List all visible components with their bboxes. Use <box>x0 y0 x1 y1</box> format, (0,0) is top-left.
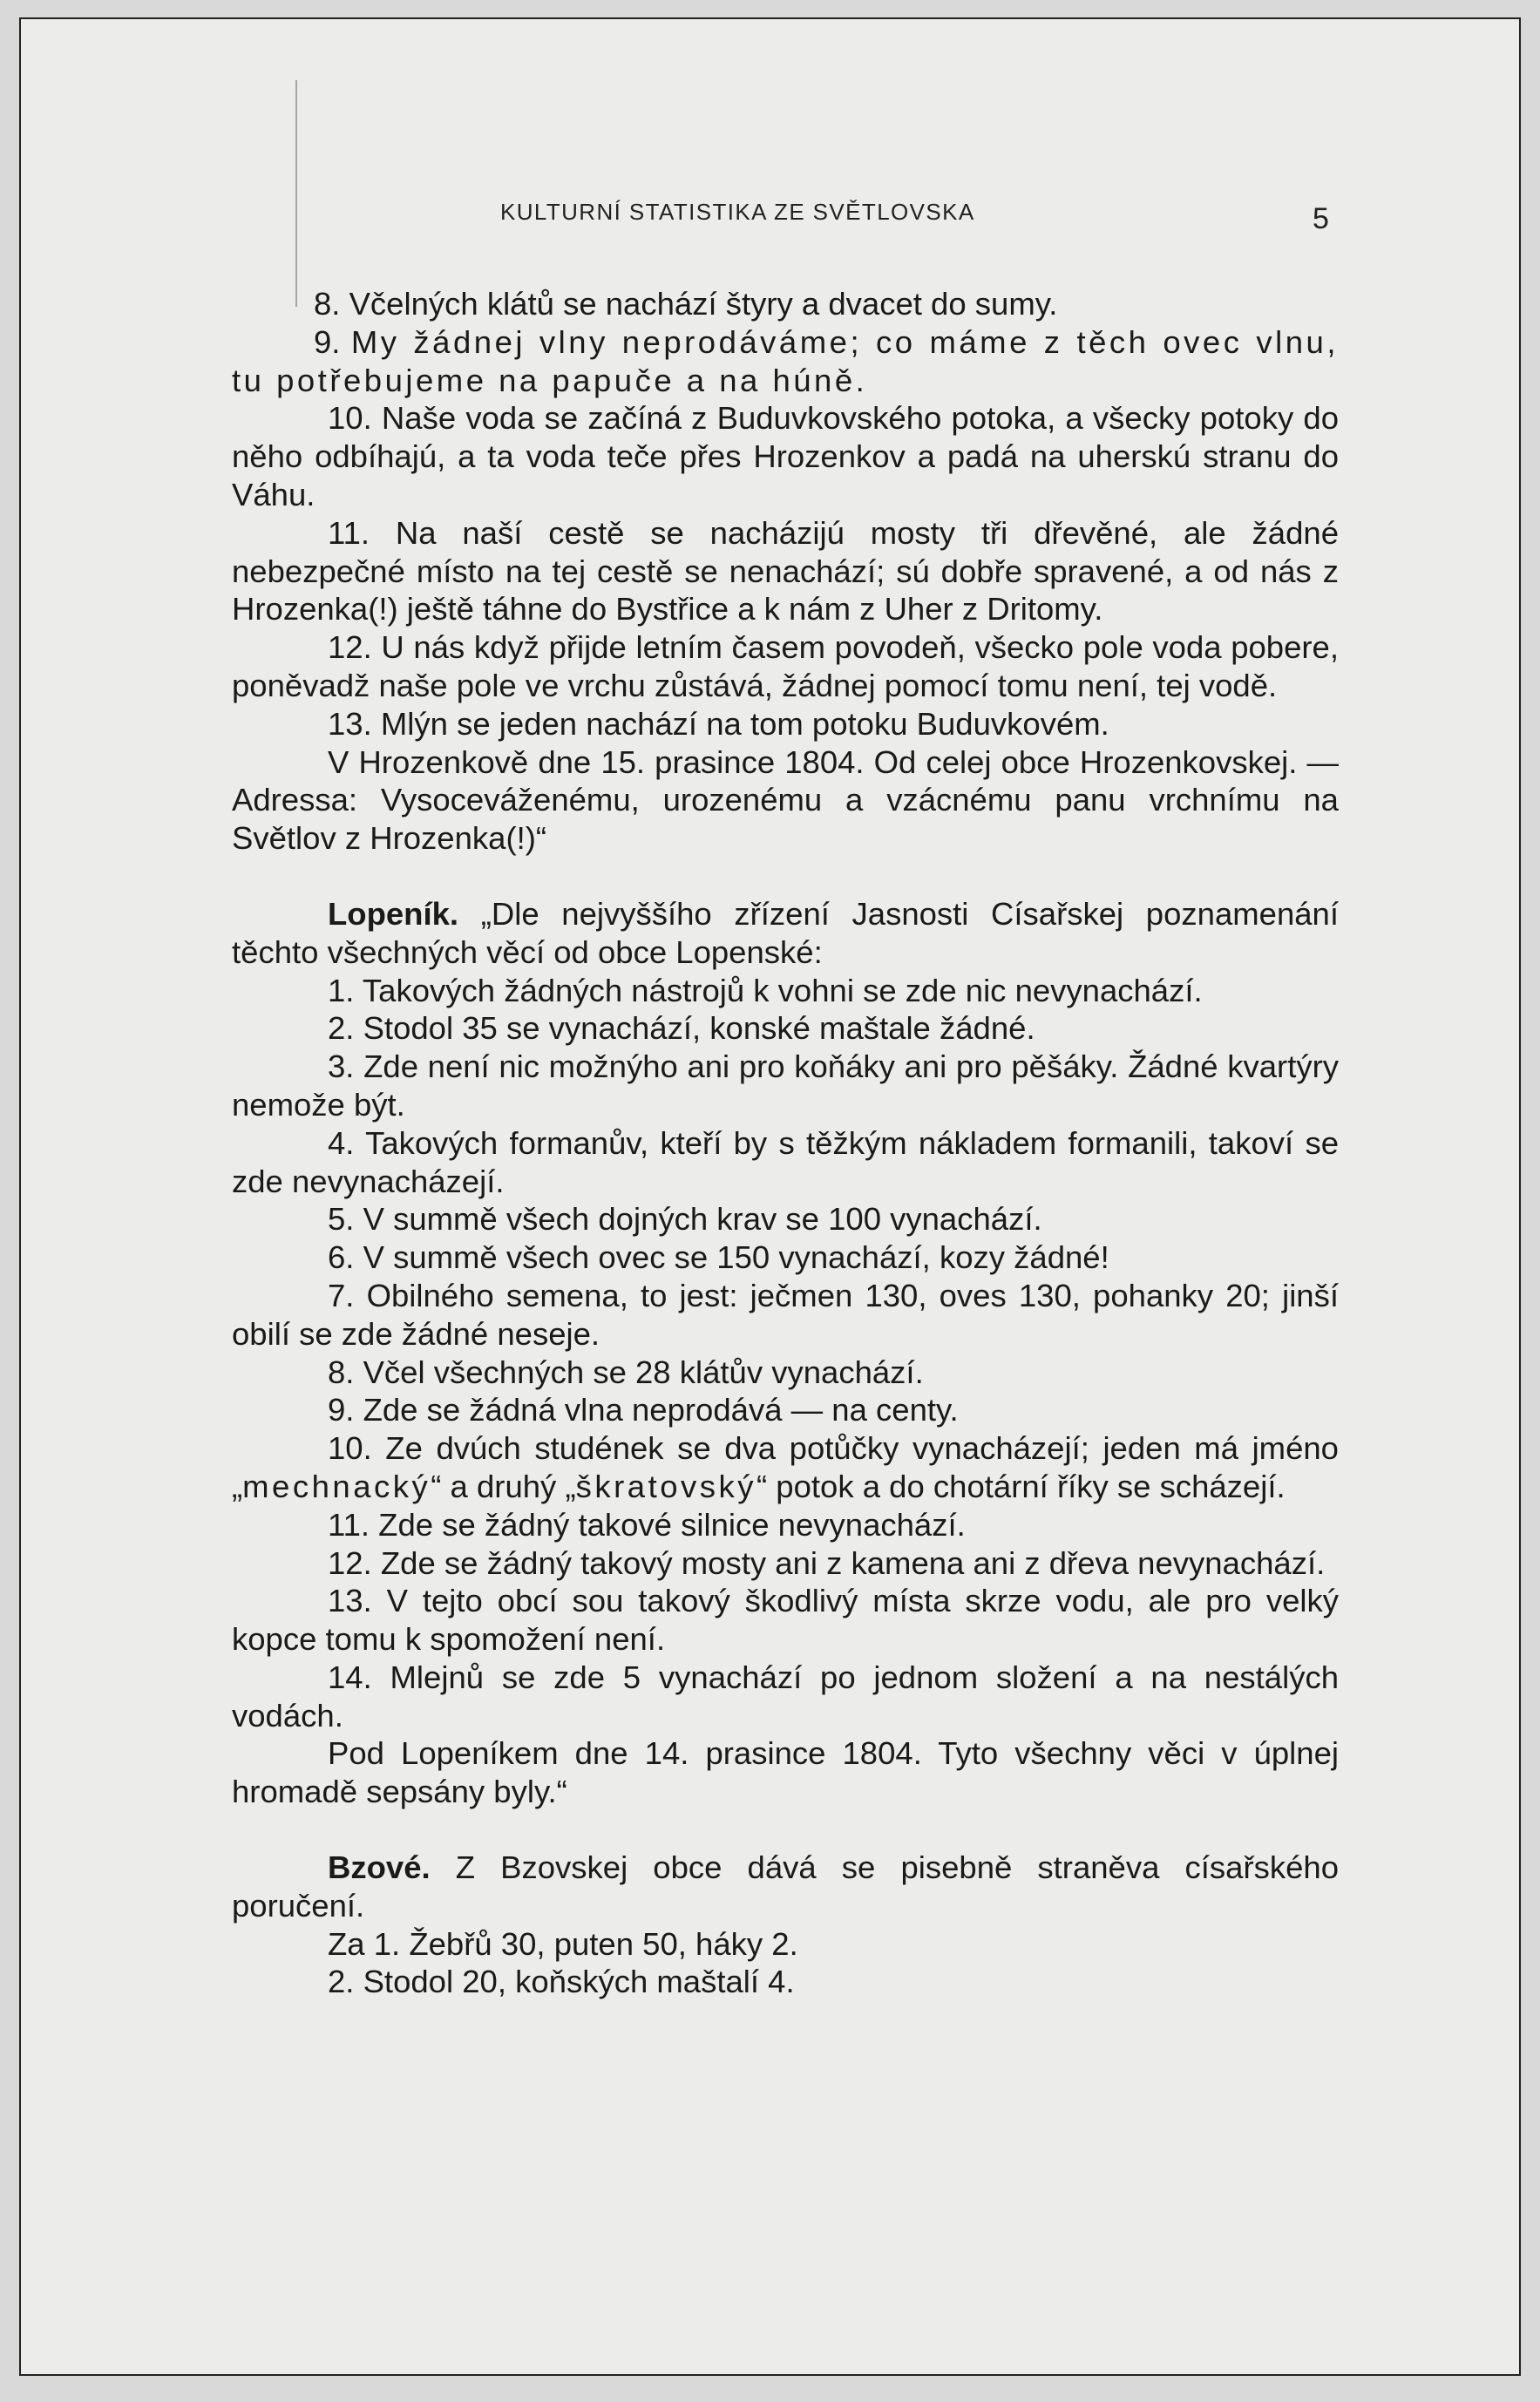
running-title: KULTURNÍ STATISTIKA ZE SVĚTLOVSKA <box>500 199 975 225</box>
list-item: 1. Takových žádných nástrojů k vohni se zde nic nevynachází. <box>328 972 1203 1008</box>
list-item: 2. Stodol 35 se vynachází, konské maštale žádné. <box>328 1010 1035 1047</box>
paragraph-closing-lopenik: Pod Lopeníkem dne 14. prasince 1804. Tyto všechny věci v úplnej hromadě sepsány byly.“ <box>232 1735 1339 1810</box>
section-bzove-intro <box>232 1849 1339 1925</box>
list-item: 11. Zde se žádný takové silnice nevynachází. <box>328 1506 966 1543</box>
page-number: 5 <box>1313 202 1329 235</box>
bzove-intro-text: Z Bzovskej obce dává se pisebně straněva císařského poručení. <box>232 1849 1339 1924</box>
paragraph-closing-hrozenkov: V Hrozenkově dne 15. prasince 1804. Od celej obce Hrozenkovskej. — Adressa: Vysoceváženému, urozenému a vzácnému panu vrchnímu na Světlov z Hrozenka(!)“ <box>232 743 1339 857</box>
item-9-number: 9. <box>314 323 351 360</box>
item-10-part-c: “ a druhý „ <box>431 1468 576 1504</box>
section-lopenik-intro <box>232 895 1339 972</box>
list-item: 4. Takových formanův, kteří by s těžkým nákladem formanili, takoví se zde nevynacházejí. <box>232 1124 1339 1199</box>
list-item: 2. Stodol 20, koňských maštalí 4. <box>328 1964 795 2000</box>
item-9-spaced-text: My žádnej vlny neprodáváme; co máme z těch ovec vlnu, tu potřebujeme na papuče a na húně. <box>232 323 1339 398</box>
paragraph-item-10: 10. Naše voda se začíná z Buduvkovského potoka, a všecky potoky do něho odbíhajú, a ta voda teče přes Hrozenkov a padá na uherskú stranu do Váhu. <box>232 400 1339 512</box>
paragraph-item-13: 13. Mlýn se jeden nachází na tom potoku Buduvkovém. <box>328 705 1109 742</box>
section-gap <box>232 858 1339 895</box>
paragraph-item-9 <box>232 323 1339 400</box>
list-item: Za 1. Žebřů 30, puten 50, háky 2. <box>328 1925 798 1962</box>
list-item: 7. Obilného semena, to jest: ječmen 130, oves 130, pohanky 20; jinší obilí se zde žádné neseje. <box>232 1277 1339 1352</box>
list-item: 9. Zde se žádná vlna neprodává — na centy. <box>328 1392 959 1428</box>
scan-edge-mark <box>295 80 297 307</box>
item-10-skratovsky: škratovský <box>575 1468 757 1504</box>
paragraph-item-11: 11. Na naší cestě se nacházijú mosty tři dřevěné, ale žádné nebezpečné místo na tej cestě se nenachází; sú dobře spravené, a od nás z Hrozenka(!) ještě táhne do Bystřice a k nám z Uher z Dritomy. <box>232 514 1339 628</box>
page-body <box>232 285 1339 2001</box>
list-item: 12. Zde se žádný takový mosty ani z kamena ani z dřeva nevynachází. <box>328 1544 1326 1581</box>
paragraph-item-12: 12. U nás když přijde letním časem povodeň, všecko pole voda pobere, poněvadž naše pole ve vrchu zůstává, žádnej pomocí tomu není, tej vodě. <box>232 629 1339 703</box>
section-title-lopenik: Lopeník. <box>328 895 459 932</box>
item-10-part-a: 10. Ze dvúch studének se dva potůčky vynacházejí; jeden má jméno „ <box>232 1430 1339 1504</box>
lopenik-intro-text: „Dle nejvyššího zřízení Jasnosti Císařskej poznamenání těchto všechných věcí od obce Lopenské: <box>232 895 1339 970</box>
list-item: 6. V summě všech ovec se 150 vynachází, kozy žádné! <box>328 1239 1109 1276</box>
list-item: 13. V tejto obcí sou takový škodlivý místa skrze vodu, ale pro velký kopce tomu k spomožení není. <box>232 1583 1339 1658</box>
section-title-bzove: Bzové. <box>328 1849 431 1886</box>
list-item: 14. Mlejnů se zde 5 vynachází po jednom složení a na nestálých vodách. <box>232 1659 1339 1734</box>
section-gap <box>232 1811 1339 1849</box>
item-10-mechnacky: mechnacký <box>242 1468 431 1504</box>
list-item: 5. V summě všech dojných krav se 100 vynachází. <box>328 1201 1042 1238</box>
list-item: 3. Zde není nic možnýho ani pro koňáky ani pro pěšáky. Žádné kvartýry nemože být. <box>232 1048 1339 1123</box>
item-10-part-e: “ potok a do chotární říky se scházejí. <box>756 1468 1286 1504</box>
paragraph-item-8: 8. Včelných klátů se nachází štyry a dvacet do sumy. <box>314 286 1058 322</box>
book-page <box>19 17 1521 2376</box>
list-item: 8. Včel všechných se 28 klátův vynachází. <box>328 1354 924 1390</box>
list-item-10 <box>232 1429 1339 1506</box>
